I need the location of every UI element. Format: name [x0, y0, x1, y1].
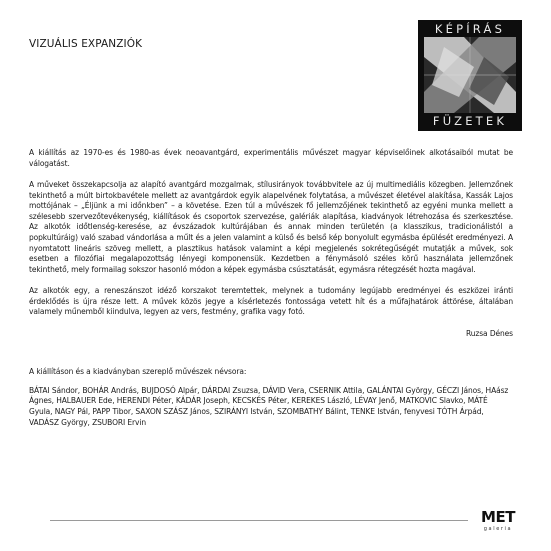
kepiras-fuzetek-logo	[418, 20, 522, 131]
logo-artwork-icon	[424, 37, 516, 113]
footer-logo-subtext: galeria	[483, 526, 513, 532]
logo-top-text: KÉPÍRÁS	[434, 22, 506, 36]
footer-logo-text: MET	[481, 508, 515, 526]
paragraph-main: A műveket összekapcsolja az alapító avantgárd mozgalmak, stílusirányok továbbvitele az új multimediális közegben. Jellemzőnek tekinthető a múlt birtokbavétele mellett az avantgárdok egyik alapelvének folytatása, a művészet életével alakítása, Kassák Lajos mottójának – „Éljünk a mi időnkben” – a követése. Ezen túl a művészek fő jellemzőjének tekinthető az egyéni munka mellett a szélesebb szervezőtevékenység, kiállítások és csoportok szervezése, galériák alapítása, kiadványok létrehozása és szerkesztése. Az alkotók időtlenség-keresése, az évszázadok kultúrájában és annak minden területén (a klasszikus, tradicionálistól a popkultúráig) való szabad vándorlása a műlt és a jelen valamint a külső és belső kép bonyolult egymásba épülését eredményezi. A nyomtatott lineáris szöveg mellett, a plasztikus hatások valamint a képi megjelenés sokrétegűségét mutatják a művek, sok esetben a filozófiai megalapozottság lényegi komponensük. Kezdetben a fénymásoló széles körű használata jellemzőnek tekinthető, mely formailag sokszor hasonló módon a képek egymásba csúsztatását, egymásra rétegzését hozta magával.	[29, 179, 513, 274]
met-galeria-logo	[473, 506, 523, 532]
document-body	[29, 148, 513, 439]
logo-bottom-text: FÜZETEK	[432, 114, 508, 128]
page-title: VIZUÁLIS EXPANZIÓK	[29, 38, 143, 50]
paragraph-closing: Az alkotók egy, a reneszánszot idéző korszakot teremtettek, melynek a tudomány legújabb eredményei és eszközei iránti érdeklődés is újra része lett. A művek közös jegye a kísérletezés fontossága vetett hít és a műfajhatárok áttörése, általában valamely műnemből kiindulva, legyen az vers, festmény, grafika vagy fotó.	[29, 286, 513, 317]
paragraph-intro: A kiállítás az 1970-es és 1980-as évek neoavantgárd, experimentális művészet magyar képviselőinek alkotásaiból mutat be válogatást.	[29, 148, 513, 168]
footer-divider	[50, 520, 468, 521]
author-signature: Ruzsa Dénes	[465, 328, 513, 338]
artists-list: BÁTAI Sándor, BOHÁR András, BUJDOSÓ Alpár, DÁRDAI Zsuzsa, DÁVID Vera, CSERNIK Attila, GALÁNTAI György, GÉCZI János, HAász Ágnes, HALBAUER Ede, HERENDI Péter, KÁDÁR Joseph, KECSKÉS Péter, KEREKES László, LÉVAY Jenő, MATKOVIC Slavko, MÁTÉ Gyula, NAGY Pál, PAPP Tibor, SAXON SZÁSZ János, SZIRÁNYI István, SZOMBATHY Bálint, TENKE István, fenyvesi TÓTH Árpád, VADÁSZ György, ZSUBORI Ervin	[29, 385, 509, 427]
artists-intro: A kiállításon és a kiadványban szereplő művészek névsora:	[29, 367, 247, 377]
